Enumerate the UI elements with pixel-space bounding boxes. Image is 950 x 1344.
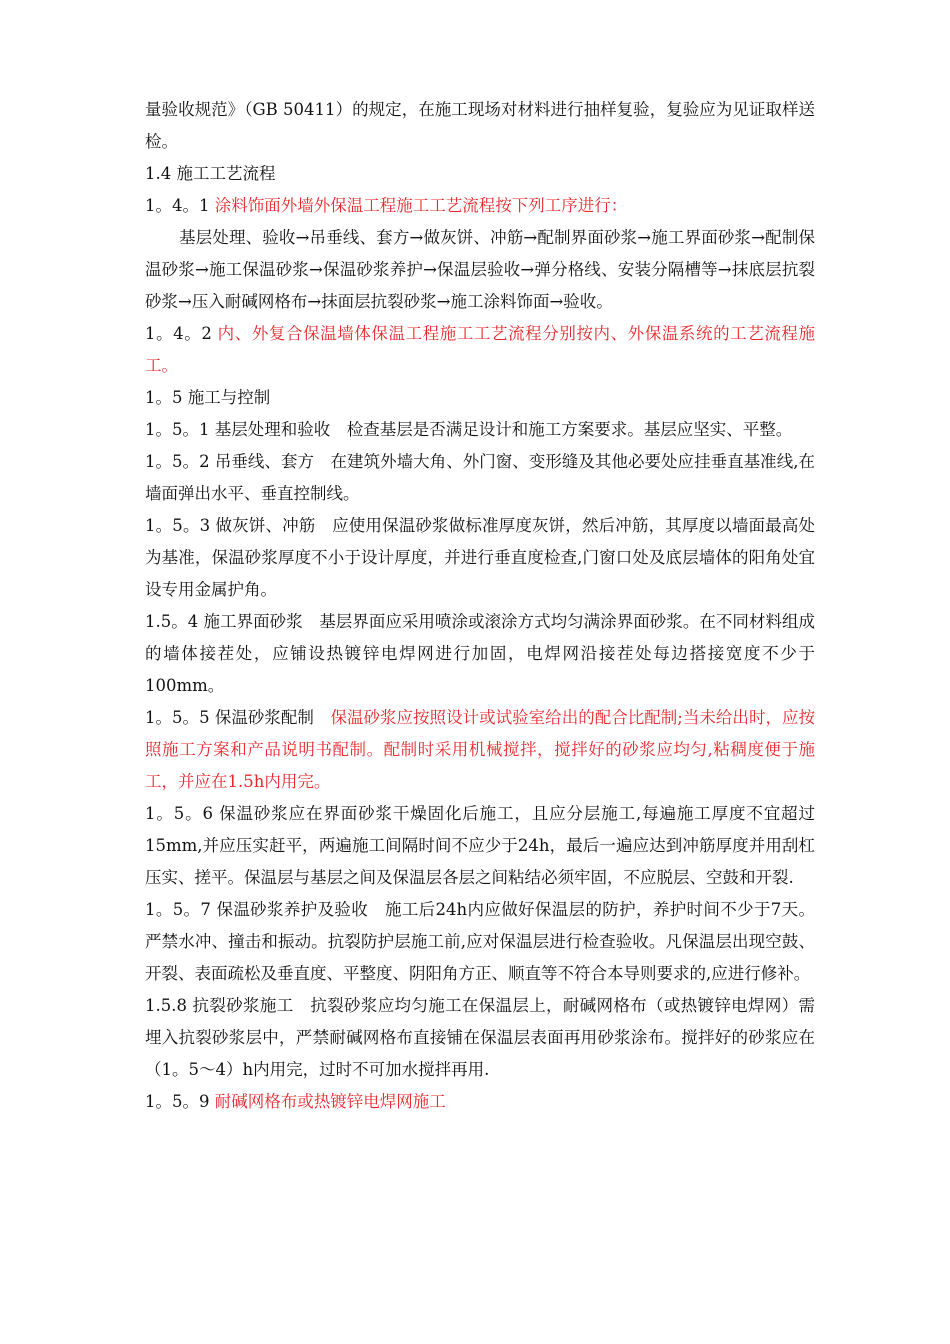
paragraph-1-5-9 [145,1086,815,1118]
clause-number: 1。5。9 [145,1092,215,1111]
paragraph-1-4-1 [145,190,815,222]
paragraph-1-5-4: 1.5。4 施工界面砂浆 基层界面应采用喷涂或滚涂方式均匀满涂界面砂浆。在不同材料组成的墙体接茬处，应铺设热镀锌电焊网进行加固，电焊网沿接茬处每边搭接宽度不少于100mm。 [145,612,815,695]
highlighted-text: 保温砂浆应按照设计或试验室给出的配合比配制;当未给出时，应按照施工方案和产品说明书配制。配制时采用机械搅拌，搅拌好的砂浆应均匀,粘稠度便于施工，并应在1.5h内用完。 [145,708,815,791]
paragraph-1-5-3: 1。5。3 做灰饼、冲筋 应使用保温砂浆做标准厚度灰饼，然后冲筋，其厚度以墙面最高处为基准，保温砂浆厚度不小于设计厚度，并进行垂直度检查,门窗口处及底层墙体的阳角处宜设专用金属护角。 [145,516,815,599]
paragraph-1-5-5 [145,702,815,798]
process-flow: 基层处理、验收→吊垂线、套方→做灰饼、冲筋→配制界面砂浆→施工界面砂浆→配制保温砂浆→施工保温砂浆→保温砂浆养护→保温层验收→弹分格线、安装分隔槽等→抹底层抗裂砂浆→压入耐碱网格布→抹面层抗裂砂浆→施工涂料饰面→验收。 [145,228,815,311]
highlighted-text: 内、外复合保温墙体保温工程施工工艺流程分别按内、外保温系统的工艺流程施工。 [145,324,815,375]
heading-1-4: 1.4 施工工艺流程 [145,164,276,183]
heading-1-5: 1。5 施工与控制 [145,388,271,407]
highlighted-text: 耐碱网格布或热镀锌电焊网施工 [214,1092,446,1111]
document-body [145,94,815,1118]
clause-number: 1。4。1 [145,196,215,215]
clause-number: 1。4。2 [145,324,218,343]
paragraph-1-5-2: 1。5。2 吊垂线、套方 在建筑外墙大角、外门窗、变形缝及其他必要处应挂垂直基准线,在墙面弹出水平、垂直控制线。 [145,452,815,503]
clause-number: 1。5。5 保温砂浆配制 [145,708,331,727]
paragraph-1-5-6: 1。5。6 保温砂浆应在界面砂浆干燥固化后施工，且应分层施工,每遍施工厚度不宜超过15mm,并应压实赶平，两遍施工间隔时间不应少于24h，最后一遍应达到冲筋厚度并用刮杠压实、搓平。保温层与基层之间及保温层各层之间粘结必须牢固，不应脱层、空鼓和开裂. [145,804,815,887]
highlighted-text: 涂料饰面外墙外保温工程施工工艺流程按下列工序进行： [214,196,628,215]
paragraph-1-5-7: 1。5。7 保温砂浆养护及验收 施工后24h内应做好保温层的防护，养护时间不少于7天。严禁水冲、撞击和振动。抗裂防护层施工前,应对保温层进行检查验收。凡保温层出现空鼓、开裂、表面疏松及垂直度、平整度、阴阳角方正、顺直等不符合本导则要求的,应进行修补。 [145,900,815,983]
paragraph-1-5-1: 1。5。1 基层处理和验收 检查基层是否满足设计和施工方案要求。基层应坚实、平整。 [145,420,793,439]
paragraph-1-4-2 [145,318,815,382]
paragraph-continuation: 量验收规范》（GB 50411）的规定，在施工现场对材料进行抽样复验，复验应为见证取样送检。 [145,100,815,151]
paragraph-1-5-8: 1.5.8 抗裂砂浆施工 抗裂砂浆应均匀施工在保温层上，耐碱网格布（或热镀锌电焊网）需埋入抗裂砂浆层中，严禁耐碱网格布直接铺在保温层表面再用砂浆涂布。搅拌好的砂浆应在（1。5～4）h内用完，过时不可加水搅拌再用. [145,996,815,1079]
